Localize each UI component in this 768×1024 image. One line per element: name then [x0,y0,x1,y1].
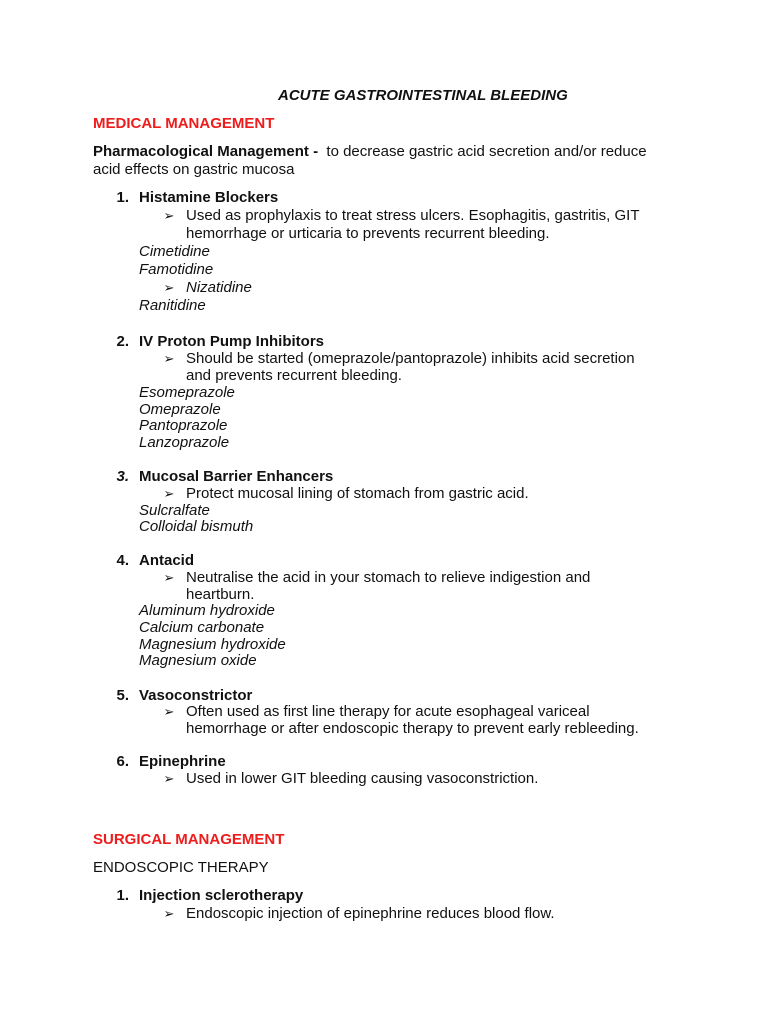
drug-name: Magnesium hydroxide [139,636,286,653]
arrow-bullet-icon: ➢ [163,351,175,366]
item-number: 3. [116,468,129,485]
bullet-text: Endoscopic injection of epinephrine reduces blood flow. [186,905,555,922]
item-number: 4. [116,552,129,569]
item-heading-proton-pump-inhibitors: IV Proton Pump Inhibitors [139,333,324,350]
pharmacological-desc-line1: to decrease gastric acid secretion and/or reduce [326,143,647,160]
bullet-text: Used as prophylaxis to treat stress ulcers. Esophagitis, gastritis, GIT [186,207,640,224]
medical-management-heading: MEDICAL MANAGEMENT [93,115,275,132]
drug-name: Magnesium oxide [139,652,257,669]
arrow-bullet-icon: ➢ [163,208,175,223]
item-heading-epinephrine: Epinephrine [139,753,226,770]
drug-name: Nizatidine [186,279,252,296]
document-title: ACUTE GASTROINTESTINAL BLEEDING [278,87,568,104]
item-number: 5. [116,687,129,704]
endoscopic-therapy-heading: ENDOSCOPIC THERAPY [93,859,269,876]
drug-name: Omeprazole [139,401,221,418]
item-number: 1. [116,189,129,206]
drug-name: Lanzoprazole [139,434,230,451]
bullet-text: Should be started (omeprazole/pantoprazole) inhibits acid secretion [186,350,635,367]
bullet-text: Neutralise the acid in your stomach to relieve indigestion and [186,569,591,586]
arrow-bullet-icon: ➢ [163,906,175,921]
bullet-text: Often used as first line therapy for acute esophageal variceal [186,703,590,720]
drug-name: Famotidine [139,261,214,278]
drug-name: Pantoprazole [139,417,228,434]
drug-name: Colloidal bismuth [139,518,254,535]
drug-name: Aluminum hydroxide [139,602,275,619]
drug-name: Cimetidine [139,243,210,260]
drug-name: Calcium carbonate [139,619,265,636]
bullet-text: hemorrhage or urticaria to prevents recurrent bleeding. [186,225,550,242]
drug-name: Ranitidine [139,297,206,314]
pharmacological-label: Pharmacological Management - [93,143,319,160]
item-number: 6. [116,753,129,770]
bullet-text: Used in lower GIT bleeding causing vasoconstriction. [186,770,539,787]
pharmacological-intro [93,143,647,160]
arrow-bullet-icon: ➢ [163,570,175,585]
pharmacological-desc-line2: acid effects on gastric mucosa [93,161,295,178]
bullet-text: hemorrhage or after endoscopic therapy to prevent early rebleeding. [186,720,639,737]
item-heading-histamine-blockers: Histamine Blockers [139,189,279,206]
arrow-bullet-icon: ➢ [163,704,175,719]
bullet-text: heartburn. [186,586,255,603]
arrow-bullet-icon: ➢ [163,771,175,786]
item-number: 1. [116,887,129,904]
arrow-bullet-icon: ➢ [163,486,175,501]
arrow-bullet-icon: ➢ [163,280,175,295]
item-heading-antacid: Antacid [139,552,195,569]
surgical-management-heading: SURGICAL MANAGEMENT [93,831,285,848]
drug-name: Sulcralfate [139,502,210,519]
item-heading-vasoconstrictor: Vasoconstrictor [139,687,253,704]
bullet-text: Protect mucosal lining of stomach from gastric acid. [186,485,529,502]
item-heading-injection-sclerotherapy: Injection sclerotherapy [139,887,304,904]
item-heading-mucosal-barrier-enhancers: Mucosal Barrier Enhancers [139,468,334,485]
bullet-text: and prevents recurrent bleeding. [186,367,402,384]
item-number: 2. [116,333,129,350]
drug-name: Esomeprazole [139,384,235,401]
